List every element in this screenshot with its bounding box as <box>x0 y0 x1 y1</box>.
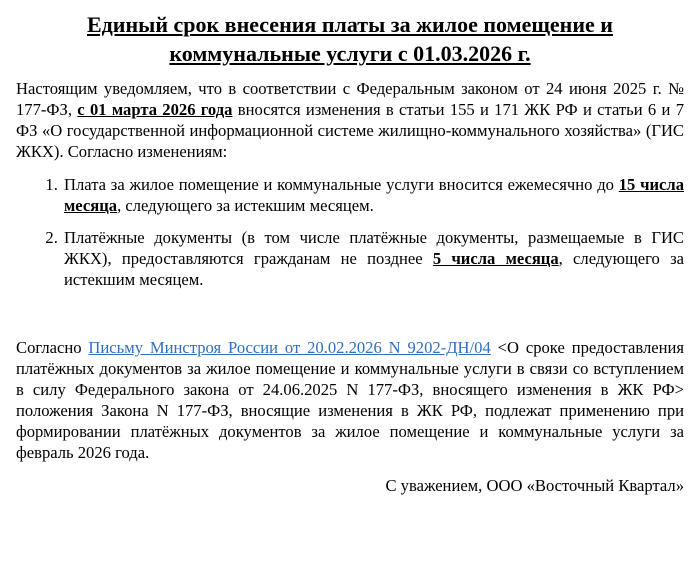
intro-text-after: вносятся изменения в статьи 155 и 171 ЖК РФ и статьи 6 и 7 ФЗ «О государственной информационной системе жилищно-коммунального хозяйства» (ГИС ЖКХ). Согласно изменениям: <box>16 100 684 161</box>
item-text-after: , следующего за истекшим месяцем. <box>117 196 374 215</box>
item-text-before: Платёжные документы (в том числе платёжные документы, размещаемые в ГИС ЖКХ), предоставляются гражданам не позднее <box>64 228 684 268</box>
intro-text-before: Настоящим уведомляем, что в соответствии с Федеральным законом от 24 июня 2025 г. № 177-ФЗ, <box>16 79 684 119</box>
footer-paragraph <box>16 337 684 463</box>
list-item <box>62 227 684 290</box>
list-item <box>62 174 684 216</box>
title-line-2: коммунальные услуги с 01.03.2026 г. <box>169 41 531 66</box>
ministry-letter-link[interactable]: Письму Минстроя России от 20.02.2026 N 9202-ДН/04 <box>88 338 491 357</box>
footer-text-before: Согласно <box>16 338 89 357</box>
signature: С уважением, ООО «Восточный Квартал» <box>385 476 684 495</box>
changes-list <box>16 174 684 290</box>
footer-text-after: <О сроке предоставления платёжных документов за жилое помещение и коммунальные услуги в связи со вступлением в силу Федерального закона от 24.06.2025 N 177-ФЗ, вносящего изменения в ЖК РФ> положения Закона N 177-ФЗ, вносящие изменения в ЖК РФ, подлежат применению при формировании платёжных документов за жилое помещение и коммунальные услуги за февраль 2026 года. <box>16 338 685 462</box>
item-deadline-highlight: 5 числа месяца <box>432 249 559 268</box>
page-title <box>16 10 684 68</box>
item-deadline-highlight: 15 числа месяца <box>64 175 684 215</box>
intro-paragraph <box>16 78 684 162</box>
item-text-after: , следующего за истекшим месяцем. <box>64 249 684 289</box>
item-text-before: Плата за жилое помещение и коммунальные услуги вносится ежемесячно до <box>64 175 619 194</box>
intro-date-highlight: с 01 марта 2026 года <box>77 100 233 119</box>
section-spacer <box>16 301 684 337</box>
title-line-1: Единый срок внесения платы за жилое помещение и <box>87 12 613 37</box>
